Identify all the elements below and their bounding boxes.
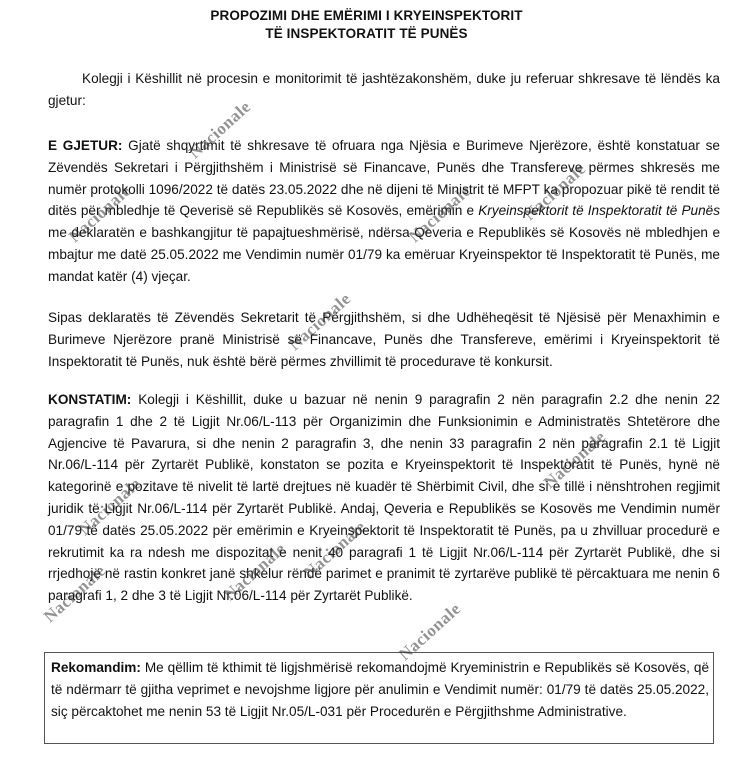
watermark-text: Nacionale [220,538,290,605]
finding-italic-title: Kryeinspektorit të Inspektoratit të Punës [478,203,721,219]
finding-label: E GJETUR: [48,138,123,153]
watermark-text: Nacionale [65,180,135,247]
watermark-text: Nacionale [520,158,590,225]
watermark-text: Nacionale [40,560,110,627]
watermark-text: Nacionale [300,516,370,583]
watermark-text: Nacionale [75,473,145,540]
watermark-text: Nacionale [285,288,355,355]
watermark-text: Nacionale [405,180,475,247]
recommendation-text: Me qëllim të kthimit të ligjshmërisë rekomandojmë Kryeministrin e Republikës së Kosovës, që të ndërmarr të gjitha veprimet e nevojshme ligjore për anulimin e Vendimit numër: 01/79 të datës 25.05.2022, siç përcaktohet me nenin 53 të Ligjit Nr.05/L-031 për Procedurën e Përgjithshme Administrative. [51,660,709,719]
conclusion-label: KONSTATIM: [48,392,132,407]
intro-paragraph: Kolegji i Këshillit në procesin e monitorimit të jashtëzakonshëm, duke ju referuar shkresave të lëndës ka gjetur: [48,71,720,108]
watermark-text: Nacionale [185,96,255,163]
recommendation-paragraph [51,657,709,722]
document-title-line-2: TË INSPEKTORATIT TË PUNËS [265,26,468,41]
finding-paragraph [48,135,720,288]
conclusion-text: Kolegji i Këshillit, duke u bazuar në nenin 9 paragrafin 2 nën paragrafin 2.2 dhe nenin 22 paragrafin 1 dhe 2 të Ligjit Nr.06/L-113 për Organizimin dhe Funksionimin e Administratës Shtetërore dhe Agjencive të Pavarura, si dhe nenin 2 paragrafin 3, dhe nenin 33 paragrafin 2 nën paragrafin 2.1 të Ligjit Nr.06/L-114 për Zyrtarët Publikë, konstaton se pozita e Kryeinspektorit të Inspektoratit të Punës, hynë në kategorinë e pozitave të nivelit të lartë drejtues në kuadër të Shërbimit Civil, dhe si e tillë i nënshtrohen regjimit juridik të Ligjit Nr.06/L-114 për Zyrtarët Publikë. Andaj, Qeveria e Republikës se Kosovës me Vendimin numër 01/79 të datës 25.05.2022 për emërimin e Kryeinspektorit të Inspektoratit të Punës, pa u zhvilluar procedurë e rekrutimit ka ra ndesh me dispozitat e nenit 40 paragrafi 1 të Ligjit Nr.06/L-114 për Zyrtarët Publikë, dhe si rrjedhojë në rastin konkret janë shkelur rëndë parimet e pranimit të zyrtarëve publikë të përcaktuara me nenin 6 paragrafi 1, 2 dhe 3 të Ligjit Nr.06/L-114 për Zyrtarët Publikë. [48,392,720,604]
statement-paragraph: Sipas deklaratës të Zëvendës Sekretarit të Përgjithshëm, si dhe Udhëheqësit të Njësisë për Menaxhimin e Burimeve Njerëzore pranë Ministrisë së Financave, Punës dhe Transfereve, emërimi i Kryeinspektorit të Inspektoratit të Punës, nuk është bërë përmes zhvillimit të procedurave të konkursit. [48,310,720,369]
conclusion-paragraph [48,389,720,607]
finding-text-2: me deklaratën e bashkangjitur të papajtueshmërisë, ndërsa Qeveria e Republikës së Kosovës në mbledhjen e mbajtur me datë 25.05.2022 me Vendimin numër 01/79 ka emëruar Kryeinspektor të Inspektoratit të Punës, me mandat katër (4) vjeçar. [48,225,720,284]
document-title-line-1: PROPOZIMI DHE EMËRIMI I KRYEINSPEKTORIT [210,8,523,23]
watermark-text: Nacionale [540,426,610,493]
finding-text-1: Gjatë shqyrtimit të shkresave të ofruara nga Njësia e Burimeve Njerëzore, është konstatuar se Zëvendës Sekretari i Përgjithshëm i Ministrisë së Financave, Punës dhe Transfereve përmes shkresës me numër protokolli 1096/2022 të datës 23.05.2022 dhe në dijeni të Ministrit të MFPT ka propozuar pikë të rendit të ditës për mbledhje të Qeverisë së Republikës së Kosovës, emërimin e [48,138,720,219]
watermark-text: Nacionale [395,598,465,665]
recommendation-label: Rekomandim: [51,660,141,675]
